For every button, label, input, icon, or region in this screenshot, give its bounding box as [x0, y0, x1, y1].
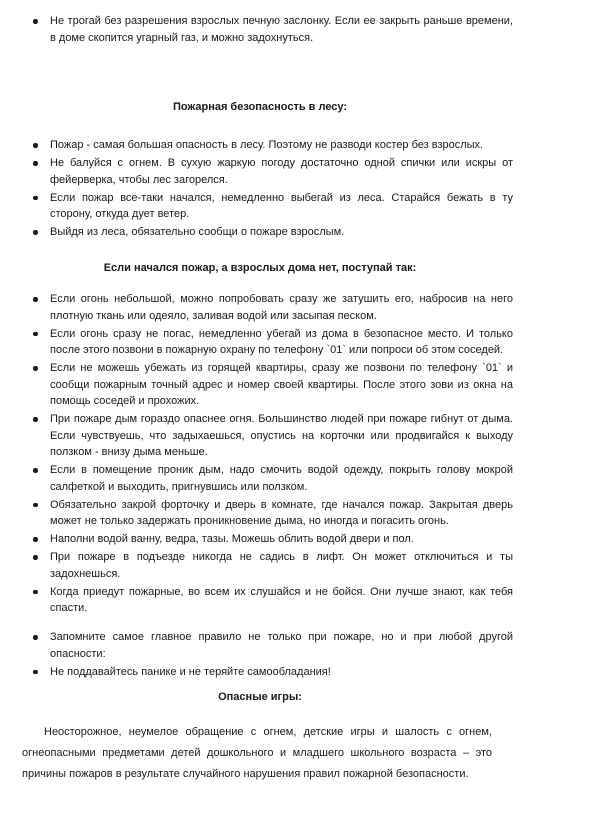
heading-fire-home-alone: Если начался пожар, а взрослых дома нет, поступай так:	[103, 262, 417, 274]
list-item: Не поддавайтесь панике и не теряйте самообладания!	[29, 664, 513, 681]
dangerous-games-paragraph	[22, 722, 492, 785]
list-item: Не балуйся с огнем. В сухую жаркую погоду достаточно одной спички или искры от фейерверка, чтобы лес загорелся.	[29, 155, 513, 188]
forest-list	[29, 137, 513, 242]
list-item: Если в помещение проник дым, надо смочить водой одежду, покрыть голову мокрой салфеткой и выходить, пригнувшись или ползком.	[29, 462, 513, 495]
list-item: Запомните самое главное правило не только при пожаре, но и при любой другой опасности:	[29, 629, 513, 662]
heading-forest-safety: Пожарная безопасность в лесу:	[172, 101, 348, 113]
list-item: Выйдя из леса, обязательно сообщи о пожаре взрослым.	[29, 224, 513, 241]
list-item: Обязательно закрой форточку и дверь в комнате, где начался пожар. Закрытая дверь может не только задержать проникновение дыма, но иногда и погасить огонь.	[29, 497, 513, 530]
list-item: Если пожар все-таки начался, немедленно выбегай из леса. Старайся бежать в ту сторону, откуда дует ветер.	[29, 190, 513, 223]
list-item: Не трогай без разрешения взрослых печную заслонку. Если ее закрыть раньше времени, в доме скопится угарный газ, и можно задохнуться.	[29, 13, 513, 46]
list-item: Если огонь сразу не погас, немедленно убегай из дома в безопасное место. И только после этого позвони в пожарную охрану по телефону `01` или попроси об этом соседей.	[29, 326, 513, 359]
list-item: При пожаре в подъезде никогда не садись в лифт. Он может отключиться и ты задохнешься.	[29, 549, 513, 582]
top-list	[29, 13, 513, 48]
paragraph-text: Неосторожное, неумелое обращение с огнем, детские игры и шалость с огнем, огнеопасными предметами детей дошкольного и младшего школьного возраста – это причины пожаров в результате случайного нарушения правил пожарной безопасности.	[22, 726, 492, 780]
list-item: Если огонь небольшой, можно попробовать сразу же затушить его, набросив на него плотную ткань или одеяло, заливая водой или засыпая песком.	[29, 291, 513, 324]
home-alone-list	[29, 291, 513, 618]
list-item: Если не можешь убежать из горящей квартиры, сразу же позвони по телефону `01` и сообщи пожарным точный адрес и номер своей квартиры. После этого зови из окна на помощь соседей и прохожих.	[29, 360, 513, 410]
list-item: Когда приедут пожарные, во всем их слушайся и не бойся. Они лучше знают, как тебя спасти.	[29, 584, 513, 617]
heading-dangerous-games: Опасные игры:	[218, 691, 302, 703]
list-item: При пожаре дым гораздо опаснее огня. Большинство людей при пожаре гибнут от дыма. Если чувствуешь, что задыхаешься, опустись на корточки или продвигайся к выходу ползком - внизу дыма меньше.	[29, 411, 513, 461]
remember-list	[29, 629, 513, 682]
list-item: Наполни водой ванну, ведра, тазы. Можешь облить водой двери и пол.	[29, 531, 513, 548]
list-item: Пожар - самая большая опасность в лесу. Поэтому не разводи костер без взрослых.	[29, 137, 513, 154]
